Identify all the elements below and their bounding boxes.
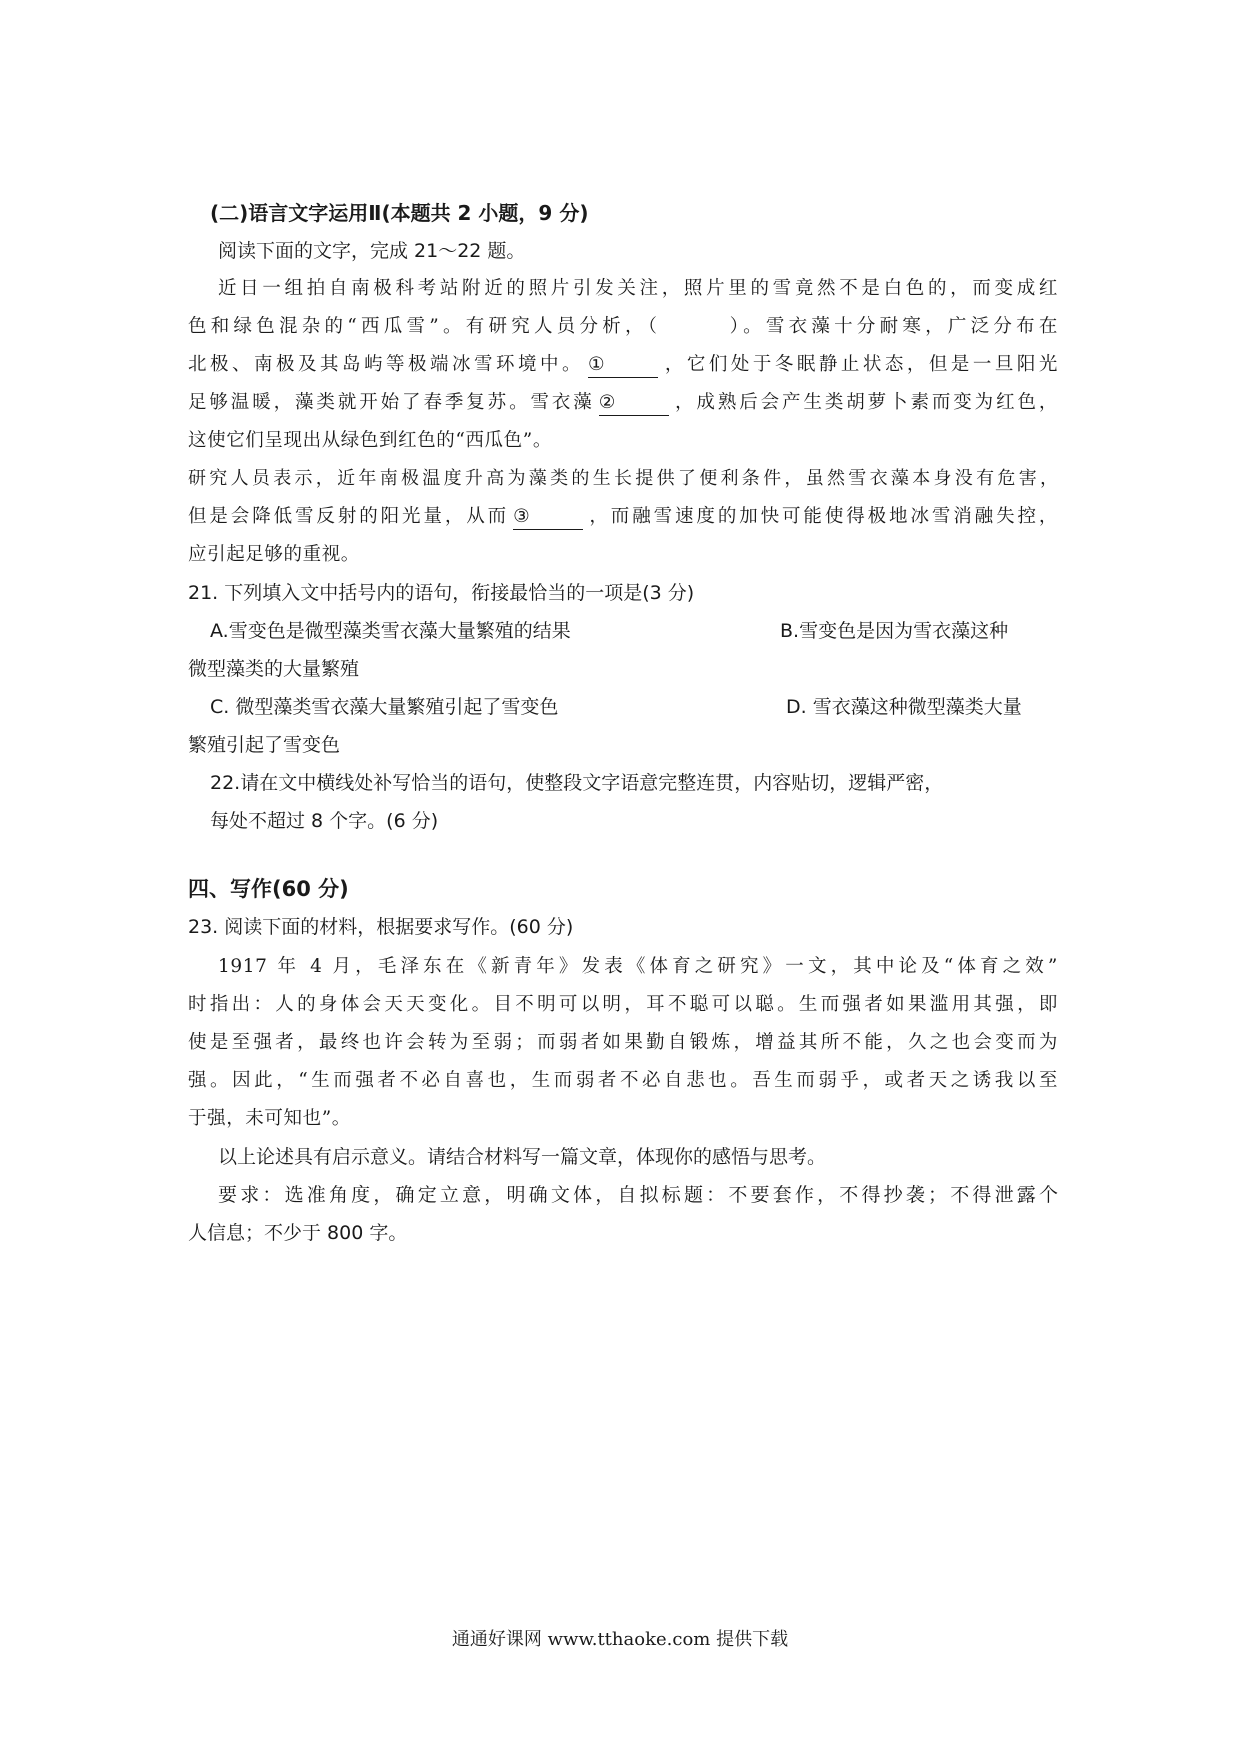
q21-option-a: A.雪变色是微型藻类雪衣藻大量繁殖的结果 bbox=[210, 620, 571, 642]
answer-blank-3: ③ bbox=[513, 505, 583, 530]
q22-line-1: 22.请在文中横线处补写恰当的语句，使整段文字语意完整连贯，内容贴切，逻辑严密， bbox=[210, 772, 944, 794]
section-2-title: (二)语言文字运用Ⅱ(本题共 2 小题，9 分) bbox=[210, 201, 589, 225]
q21-option-d: D. 雪衣藻这种微型藻类大量 bbox=[786, 696, 1022, 718]
requirements-line-2: 人信息；不少于 800 字。 bbox=[188, 1222, 408, 1244]
q21-option-b: B.雪变色是因为雪衣藻这种 bbox=[780, 620, 1009, 642]
material-line-2: 时指出：人的身体会天天变化。目不明可以明，耳不聪可以聪。生而强者如果滥用其强，即 bbox=[188, 994, 1058, 1015]
q21-option-d-cont: 繁殖引起了雪变色 bbox=[188, 734, 341, 756]
material-line-1: 1917 年 4 月，毛泽东在《新青年》发表《体育之研究》一文，其中论及“体育之效” bbox=[218, 956, 1058, 977]
passage-line-6: 研究人员表示，近年南极温度升高为藻类的生长提供了便利条件，虽然雪衣藻本身没有危害， bbox=[188, 468, 1058, 489]
passage-line-2: 色和绿色混杂的“西瓜雪”。有研究人员分析，（ ）。雪衣藻十分耐寒，广泛分布在 bbox=[188, 316, 1058, 337]
section-4-title: 四、写作(60 分) bbox=[188, 877, 349, 901]
passage-line-5: 这使它们呈现出从绿色到红色的“西瓜色”。 bbox=[188, 430, 552, 451]
q22-line-2: 每处不超过 8 个字。(6 分) bbox=[210, 810, 439, 832]
passage-line-4: 足够温暖，藻类就开始了春季复苏。雪衣藻 ② ，成熟后会产生类胡萝卜素而变为红色， bbox=[188, 384, 1058, 422]
material-line-6: 以上论述具有启示意义。请结合材料写一篇文章，体现你的感悟与思考。 bbox=[218, 1146, 827, 1168]
q21-option-b-cont: 微型藻类的大量繁殖 bbox=[188, 658, 360, 680]
passage-line-7: 但是会降低雪反射的阳光量，从而 ③ ，而融雪速度的加快可能使得极地冰雪消融失控， bbox=[188, 498, 1058, 536]
q21-stem: 21. 下列填入文中括号内的语句，衔接最恰当的一项是(3 分) bbox=[188, 582, 695, 604]
material-line-4: 强。因此，“生而强者不必自喜也，生而弱者不必自悲也。吾生而弱乎，或者天之诱我以至 bbox=[188, 1070, 1058, 1091]
requirements-line-1: 要求：选准角度，确定立意，明确文体，自拟标题：不要套作，不得抄袭；不得泄露个 bbox=[218, 1184, 1058, 1206]
passage-line-8: 应引起足够的重视。 bbox=[188, 544, 360, 565]
footer-source: 通通好课网 www.tthaoke.com 提供下载 bbox=[451, 1629, 789, 1650]
q23-stem: 23. 阅读下面的材料，根据要求写作。(60 分) bbox=[188, 916, 574, 938]
answer-blank-1: ① bbox=[588, 353, 658, 378]
section-2-instruction: 阅读下面的文字，完成 21～22 题。 bbox=[218, 240, 526, 262]
passage-line-3: 北极、南极及其岛屿等极端冰雪环境中。 ① ，它们处于冬眠静止状态，但是一旦阳光 bbox=[188, 346, 1058, 384]
passage-line-1: 近日一组拍自南极科考站附近的照片引发关注，照片里的雪竟然不是白色的，而变成红 bbox=[218, 278, 1058, 299]
material-line-3: 使是至强者，最终也许会转为至弱；而弱者如果勤自锻炼，增益其所不能，久之也会变而为 bbox=[188, 1032, 1058, 1053]
q21-option-c: C. 微型藻类雪衣藻大量繁殖引起了雪变色 bbox=[210, 696, 559, 718]
answer-blank-2: ② bbox=[599, 391, 669, 416]
material-line-5: 于强，未可知也”。 bbox=[188, 1108, 351, 1129]
